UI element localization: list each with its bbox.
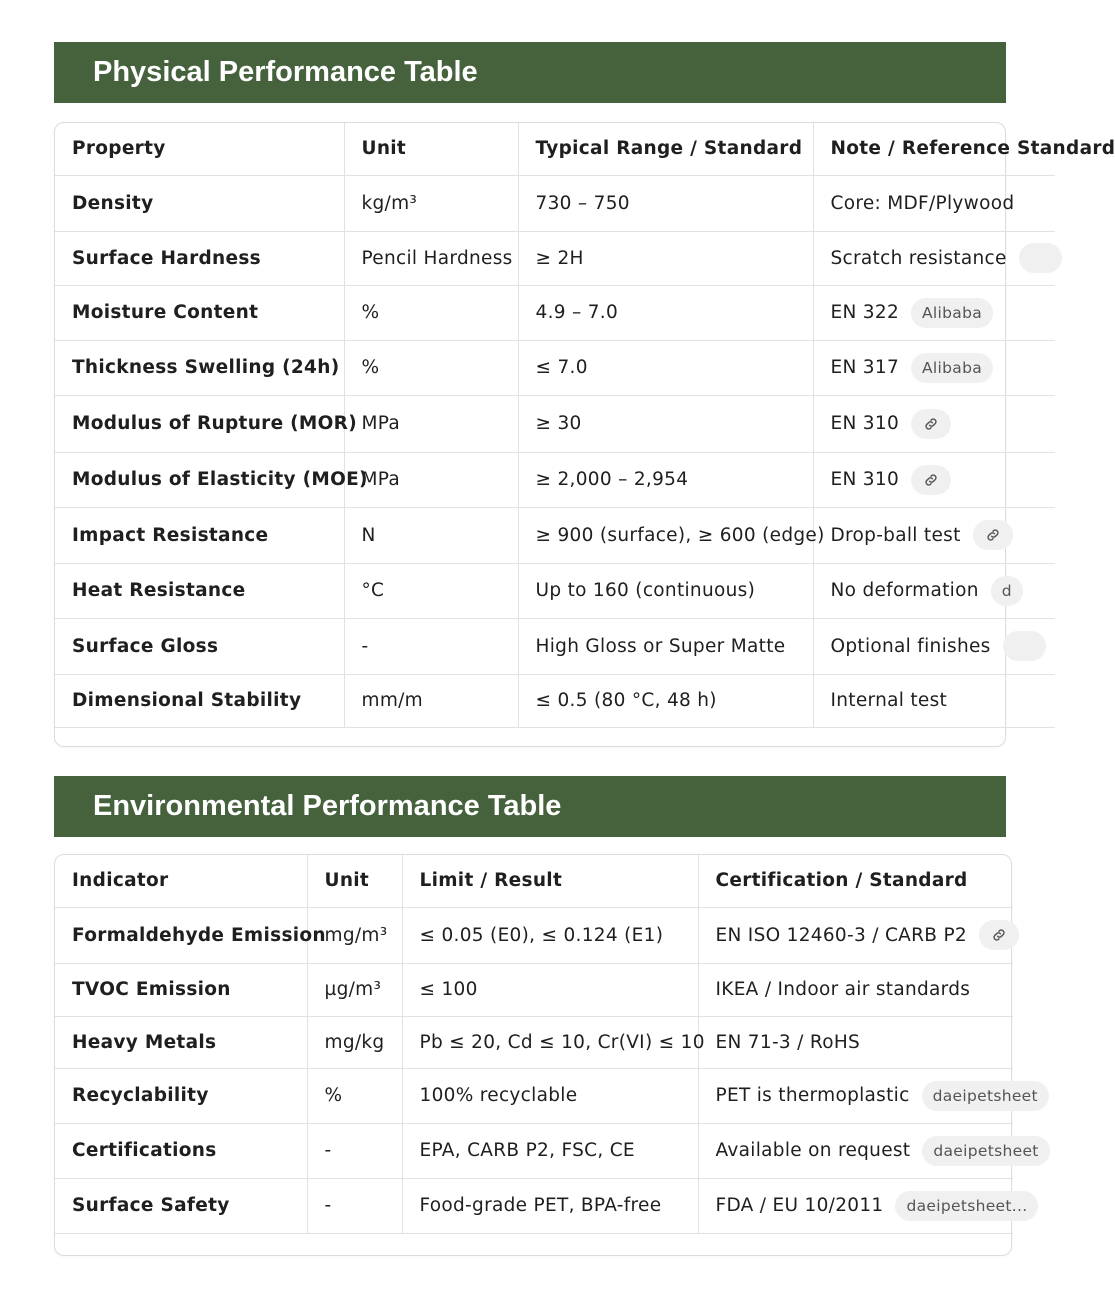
note-text: IKEA / Indoor air standards bbox=[715, 979, 971, 1000]
table-row bbox=[55, 395, 1055, 452]
row-note-cell bbox=[813, 618, 1055, 674]
row-range-cell: ≥ 2H bbox=[518, 231, 813, 285]
row-note-cell bbox=[813, 231, 1055, 285]
table-row bbox=[55, 674, 1055, 727]
row-range-cell: ≤ 0.05 (E0), ≤ 0.124 (E1) bbox=[402, 907, 698, 963]
row-note-cell bbox=[813, 285, 1055, 340]
note-text: EN 317 bbox=[830, 357, 900, 378]
source-badge[interactable] bbox=[1019, 243, 1062, 273]
note-content bbox=[831, 298, 994, 328]
table-row bbox=[55, 1178, 1013, 1233]
row-property-cell: Heavy Metals bbox=[55, 1016, 307, 1068]
table-row bbox=[55, 618, 1055, 674]
table-header-row bbox=[55, 855, 1013, 907]
table-row bbox=[55, 907, 1013, 963]
note-text: Optional finishes bbox=[830, 635, 991, 657]
note-content bbox=[831, 690, 948, 711]
physical-performance-table bbox=[55, 123, 1115, 728]
row-unit-cell: MPa bbox=[344, 452, 518, 507]
link-icon[interactable] bbox=[911, 409, 951, 439]
note-content bbox=[831, 631, 1046, 661]
row-note-cell bbox=[813, 395, 1055, 452]
row-property-cell: Heat Resistance bbox=[55, 563, 344, 618]
source-badge[interactable]: Alibaba bbox=[911, 353, 993, 383]
row-unit-cell: MPa bbox=[344, 395, 518, 452]
note-content bbox=[716, 1191, 1039, 1221]
row-note-cell bbox=[813, 507, 1055, 563]
row-unit-cell: - bbox=[307, 1178, 402, 1233]
row-note-cell bbox=[813, 674, 1055, 727]
note-content bbox=[831, 353, 994, 383]
column-header-indicator: Indicator bbox=[55, 855, 307, 907]
row-note-cell bbox=[813, 340, 1055, 395]
table-row bbox=[55, 563, 1055, 618]
note-text: Scratch resistance bbox=[830, 247, 1007, 269]
row-property-cell: Modulus of Elasticity (MOE) bbox=[55, 452, 344, 507]
source-badge[interactable]: Alibaba bbox=[911, 298, 993, 328]
row-note-cell bbox=[698, 1068, 1038, 1123]
note-text: PET is thermoplastic bbox=[715, 1085, 910, 1106]
note-content bbox=[716, 979, 971, 1000]
note-content bbox=[716, 1136, 1050, 1166]
row-note-cell bbox=[698, 1016, 1013, 1068]
link-icon[interactable] bbox=[979, 920, 1019, 950]
note-text: Internal test bbox=[830, 690, 948, 711]
physical-table-body bbox=[55, 175, 1055, 727]
source-badge[interactable]: d bbox=[991, 576, 1023, 606]
row-unit-cell: % bbox=[307, 1068, 402, 1123]
row-note-cell bbox=[698, 1178, 1028, 1233]
row-note-cell bbox=[813, 175, 1055, 231]
row-range-cell: Pb ≤ 20, Cd ≤ 10, Cr(VI) ≤ 10 bbox=[402, 1016, 698, 1068]
row-unit-cell: µg/m³ bbox=[307, 963, 402, 1016]
row-range-cell: 100% recyclable bbox=[402, 1068, 698, 1123]
note-content bbox=[831, 520, 1013, 550]
note-content bbox=[831, 243, 1062, 273]
note-content bbox=[831, 409, 952, 439]
row-unit-cell: % bbox=[344, 285, 518, 340]
row-property-cell: Dimensional Stability bbox=[55, 674, 344, 727]
column-header-unit: Unit bbox=[344, 123, 518, 175]
row-property-cell: Moisture Content bbox=[55, 285, 344, 340]
row-note-cell bbox=[813, 452, 1055, 507]
environmental-table-card bbox=[54, 854, 1039, 1256]
row-range-cell: ≤ 100 bbox=[402, 963, 698, 1016]
row-property-cell: TVOC Emission bbox=[55, 963, 307, 1016]
environmental-performance-table bbox=[55, 855, 1039, 1234]
table-row bbox=[55, 1016, 1013, 1068]
row-property-cell: Surface Safety bbox=[55, 1178, 307, 1233]
row-property-cell: Formaldehyde Emission bbox=[55, 907, 307, 963]
table-row bbox=[55, 507, 1055, 563]
row-range-cell: ≤ 0.5 (80 °C, 48 h) bbox=[518, 674, 813, 727]
row-range-cell: 730 – 750 bbox=[518, 175, 813, 231]
row-unit-cell: mg/m³ bbox=[307, 907, 402, 963]
row-unit-cell: kg/m³ bbox=[344, 175, 518, 231]
column-header-range: Typical Range / Standard bbox=[518, 123, 813, 175]
link-icon[interactable] bbox=[911, 465, 951, 495]
note-content bbox=[831, 193, 1015, 214]
row-property-cell: Certifications bbox=[55, 1123, 307, 1178]
row-unit-cell: Pencil Hardness bbox=[344, 231, 518, 285]
physical-section-title: Physical Performance Table bbox=[54, 42, 1006, 103]
table-row bbox=[55, 340, 1055, 395]
row-note-cell bbox=[698, 963, 1013, 1016]
row-unit-cell: - bbox=[344, 618, 518, 674]
row-range-cell: ≥ 30 bbox=[518, 395, 813, 452]
table-row bbox=[55, 1068, 1013, 1123]
note-text: Drop-ball test bbox=[830, 524, 961, 546]
row-property-cell: Surface Gloss bbox=[55, 618, 344, 674]
table-row bbox=[55, 1123, 1013, 1178]
row-property-cell: Thickness Swelling (24h) bbox=[55, 340, 344, 395]
column-header-unit: Unit bbox=[307, 855, 402, 907]
note-text: EN 310 bbox=[830, 469, 900, 490]
row-unit-cell: mg/kg bbox=[307, 1016, 402, 1068]
row-range-cell: ≥ 900 (surface), ≥ 600 (edge) bbox=[518, 507, 813, 563]
row-note-cell bbox=[813, 563, 1055, 618]
note-text: Available on request bbox=[715, 1140, 911, 1161]
row-property-cell: Density bbox=[55, 175, 344, 231]
row-unit-cell: % bbox=[344, 340, 518, 395]
row-range-cell: High Gloss or Super Matte bbox=[518, 618, 813, 674]
note-content bbox=[716, 1081, 1049, 1111]
row-property-cell: Surface Hardness bbox=[55, 231, 344, 285]
link-icon[interactable] bbox=[973, 520, 1013, 550]
note-text: EN 310 bbox=[830, 413, 900, 434]
note-text: EN 71-3 / RoHS bbox=[715, 1031, 861, 1053]
column-header-certification: Certification / Standard bbox=[698, 855, 1013, 907]
row-unit-cell: mm/m bbox=[344, 674, 518, 727]
note-text: EN 322 bbox=[830, 302, 900, 323]
note-content bbox=[831, 465, 952, 495]
note-text: No deformation bbox=[830, 580, 979, 601]
row-unit-cell: °C bbox=[344, 563, 518, 618]
row-property-cell: Impact Resistance bbox=[55, 507, 344, 563]
source-badge[interactable]: daeipetsheet bbox=[922, 1136, 1049, 1166]
table-row bbox=[55, 231, 1055, 285]
row-unit-cell: - bbox=[307, 1123, 402, 1178]
row-range-cell: ≤ 7.0 bbox=[518, 340, 813, 395]
table-row bbox=[55, 285, 1055, 340]
column-header-property: Property bbox=[55, 123, 344, 175]
note-content bbox=[716, 920, 1019, 950]
physical-table-card bbox=[54, 122, 1115, 747]
note-text: FDA / EU 10/2011 bbox=[715, 1195, 884, 1216]
note-content bbox=[831, 576, 1023, 606]
source-badge[interactable]: daeipetsheet bbox=[922, 1081, 1049, 1111]
row-unit-cell: N bbox=[344, 507, 518, 563]
column-header-limit: Limit / Result bbox=[402, 855, 698, 907]
table-row bbox=[55, 452, 1055, 507]
source-badge[interactable] bbox=[1003, 631, 1046, 661]
table-row bbox=[55, 175, 1055, 231]
note-text: Core: MDF/Plywood bbox=[830, 192, 1015, 214]
row-range-cell: Up to 160 (continuous) bbox=[518, 563, 813, 618]
column-header-note: Note / Reference Standard bbox=[813, 123, 1055, 175]
note-content bbox=[716, 1032, 861, 1053]
environmental-section-title: Environmental Performance Table bbox=[54, 776, 1006, 837]
row-property-cell: Modulus of Rupture (MOR) bbox=[55, 395, 344, 452]
note-text: EN ISO 12460-3 / CARB P2 bbox=[715, 924, 967, 946]
row-note-cell bbox=[698, 907, 1013, 963]
row-range-cell: 4.9 – 7.0 bbox=[518, 285, 813, 340]
source-badge[interactable]: daeipetsheet... bbox=[895, 1191, 1038, 1221]
row-range-cell: EPA, CARB P2, FSC, CE bbox=[402, 1123, 698, 1178]
table-header-row bbox=[55, 123, 1055, 175]
row-note-cell bbox=[698, 1123, 1039, 1178]
row-range-cell: ≥ 2,000 – 2,954 bbox=[518, 452, 813, 507]
environmental-table-body bbox=[55, 907, 1039, 1233]
table-row bbox=[55, 963, 1013, 1016]
row-range-cell: Food-grade PET, BPA-free bbox=[402, 1178, 698, 1233]
row-property-cell: Recyclability bbox=[55, 1068, 307, 1123]
